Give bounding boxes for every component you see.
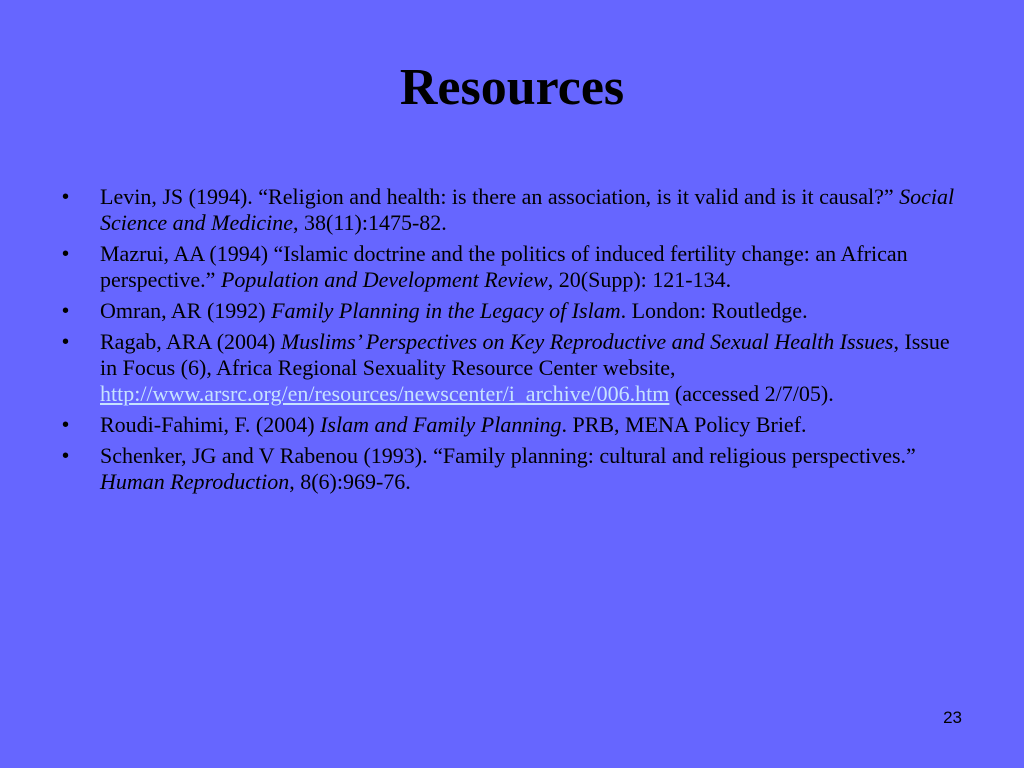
- reference-citation: Ragab, ARA (2004): [100, 329, 281, 354]
- reference-details: . London: Routledge.: [620, 298, 808, 323]
- reference-details: , 20(Supp): 121-134.: [547, 267, 732, 292]
- reference-item-ragab: [62, 329, 972, 407]
- reference-citation: Roudi-Fahimi, F. (2004): [100, 412, 321, 437]
- reference-text: [100, 329, 950, 406]
- bullet-icon: •: [62, 186, 70, 208]
- bullet-icon: •: [62, 445, 70, 467]
- reference-link[interactable]: http://www.arsrc.org/en/resources/newscenter/i_archive/006.htm: [100, 381, 670, 406]
- reference-item-mazrui: [62, 241, 972, 293]
- reference-citation: Mazrui, AA (1994) “Islamic doctrine and the politics of induced fertility change: an African perspective.”: [100, 241, 908, 292]
- reference-text: [100, 241, 908, 292]
- reference-title: Islam and Family Planning: [320, 412, 562, 437]
- reference-list: [62, 184, 972, 500]
- reference-item-omran: [62, 298, 972, 324]
- reference-journal: Population and Development Review: [220, 267, 548, 292]
- reference-citation: Omran, AR (1992): [100, 298, 272, 323]
- reference-citation: Levin, JS (1994). “Religion and health: is there an association, is it valid and is it causal?”: [100, 184, 900, 209]
- page-number: 23: [943, 708, 962, 727]
- slide-title: Resources: [399, 59, 625, 116]
- reference-title: Muslims’ Perspectives on Key Reproductive and Sexual Health Issues: [280, 329, 894, 354]
- reference-item-roudi-fahimi: [62, 412, 972, 438]
- reference-item-schenker: [62, 443, 972, 495]
- reference-details: , Issue in Focus (6), Africa Regional Sexuality Resource Center website,: [100, 329, 950, 380]
- bullet-icon: •: [62, 243, 70, 265]
- bullet-icon: •: [62, 414, 70, 436]
- reference-details: , 8(6):969-76.: [289, 469, 411, 494]
- reference-text: [100, 184, 954, 235]
- reference-accessed-date: (accessed 2/7/05).: [669, 381, 834, 406]
- reference-text: [100, 443, 916, 494]
- reference-text: [100, 412, 807, 437]
- reference-journal: Human Reproduction: [100, 469, 290, 494]
- reference-details: , 38(11):1475-82.: [293, 210, 447, 235]
- reference-text: [100, 298, 808, 323]
- reference-book-title: Family Planning in the Legacy of Islam: [271, 298, 621, 323]
- bullet-icon: •: [62, 331, 70, 353]
- reference-item-levin: [62, 184, 972, 236]
- reference-details: . PRB, MENA Policy Brief.: [561, 412, 807, 437]
- bullet-icon: •: [62, 300, 70, 322]
- reference-journal: Social Science and Medicine: [100, 184, 955, 235]
- reference-citation: Schenker, JG and V Rabenou (1993). “Family planning: cultural and religious perspectives.”: [100, 443, 916, 468]
